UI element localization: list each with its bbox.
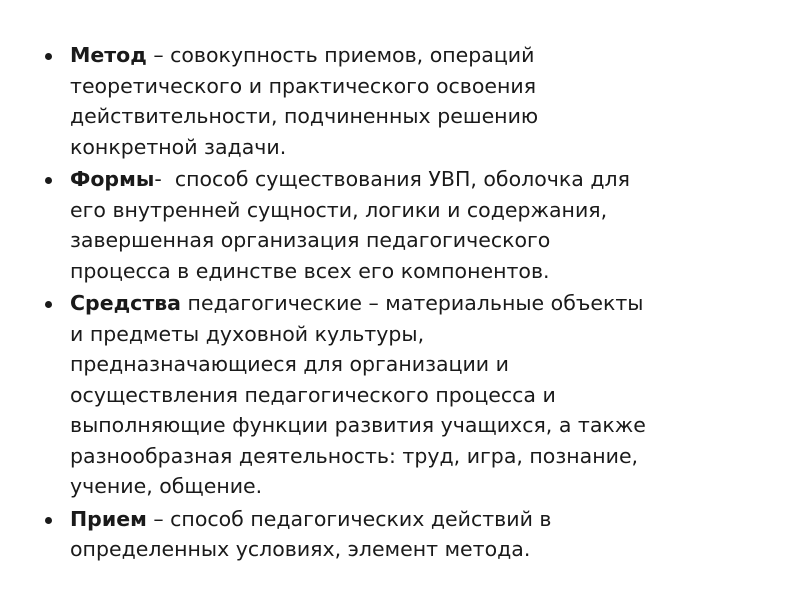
text-line: предназначающиеся для организации и [70,352,509,376]
text-line: его внутренней сущности, логики и содержания, [70,197,608,222]
list-item-technique [0,504,800,565]
term-label: Метод [70,43,147,67]
term-label: Формы [70,167,155,191]
list-item-forms [0,164,800,286]
text-line [70,504,770,535]
definition-text: - способ существования УВП, оболочка для [154,167,630,191]
list-item-method [0,40,800,162]
text-line: процесса в единстве всех его компонентов. [70,258,550,283]
bullet-icon [45,517,52,524]
definition-text: – способ педагогических действий в [146,506,552,531]
text-line [70,164,770,195]
bullet-icon [45,301,52,308]
term-label: Прием [70,506,147,531]
text-line: разнообразная деятельность: труд, игра, познание, [70,443,639,468]
definition-list [0,40,800,567]
text-line: теоретического и практического освоения [70,73,537,98]
definition-text: – совокупность приемов, операций [146,43,535,67]
text-line: действительности, подчиненных решению [70,104,539,128]
text-line: и предметы духовной культуры, [70,321,425,346]
term-label: Средства [70,291,182,315]
bullet-icon [45,177,52,184]
text-line [70,288,770,319]
list-item-means [0,288,800,502]
text-line: выполняющие функции развития учащихся, а также [70,413,646,437]
text-line: осуществления педагогического процесса и [70,382,556,407]
text-line: завершенная организация педагогического [70,228,551,252]
bullet-icon [45,53,52,60]
text-line: учение, общение. [70,474,263,498]
definition-text: педагогические – материальные объекты [181,291,644,315]
text-line: определенных условиях, элемент метода. [70,537,531,561]
text-line [70,40,770,71]
text-line: конкретной задачи. [70,134,287,159]
